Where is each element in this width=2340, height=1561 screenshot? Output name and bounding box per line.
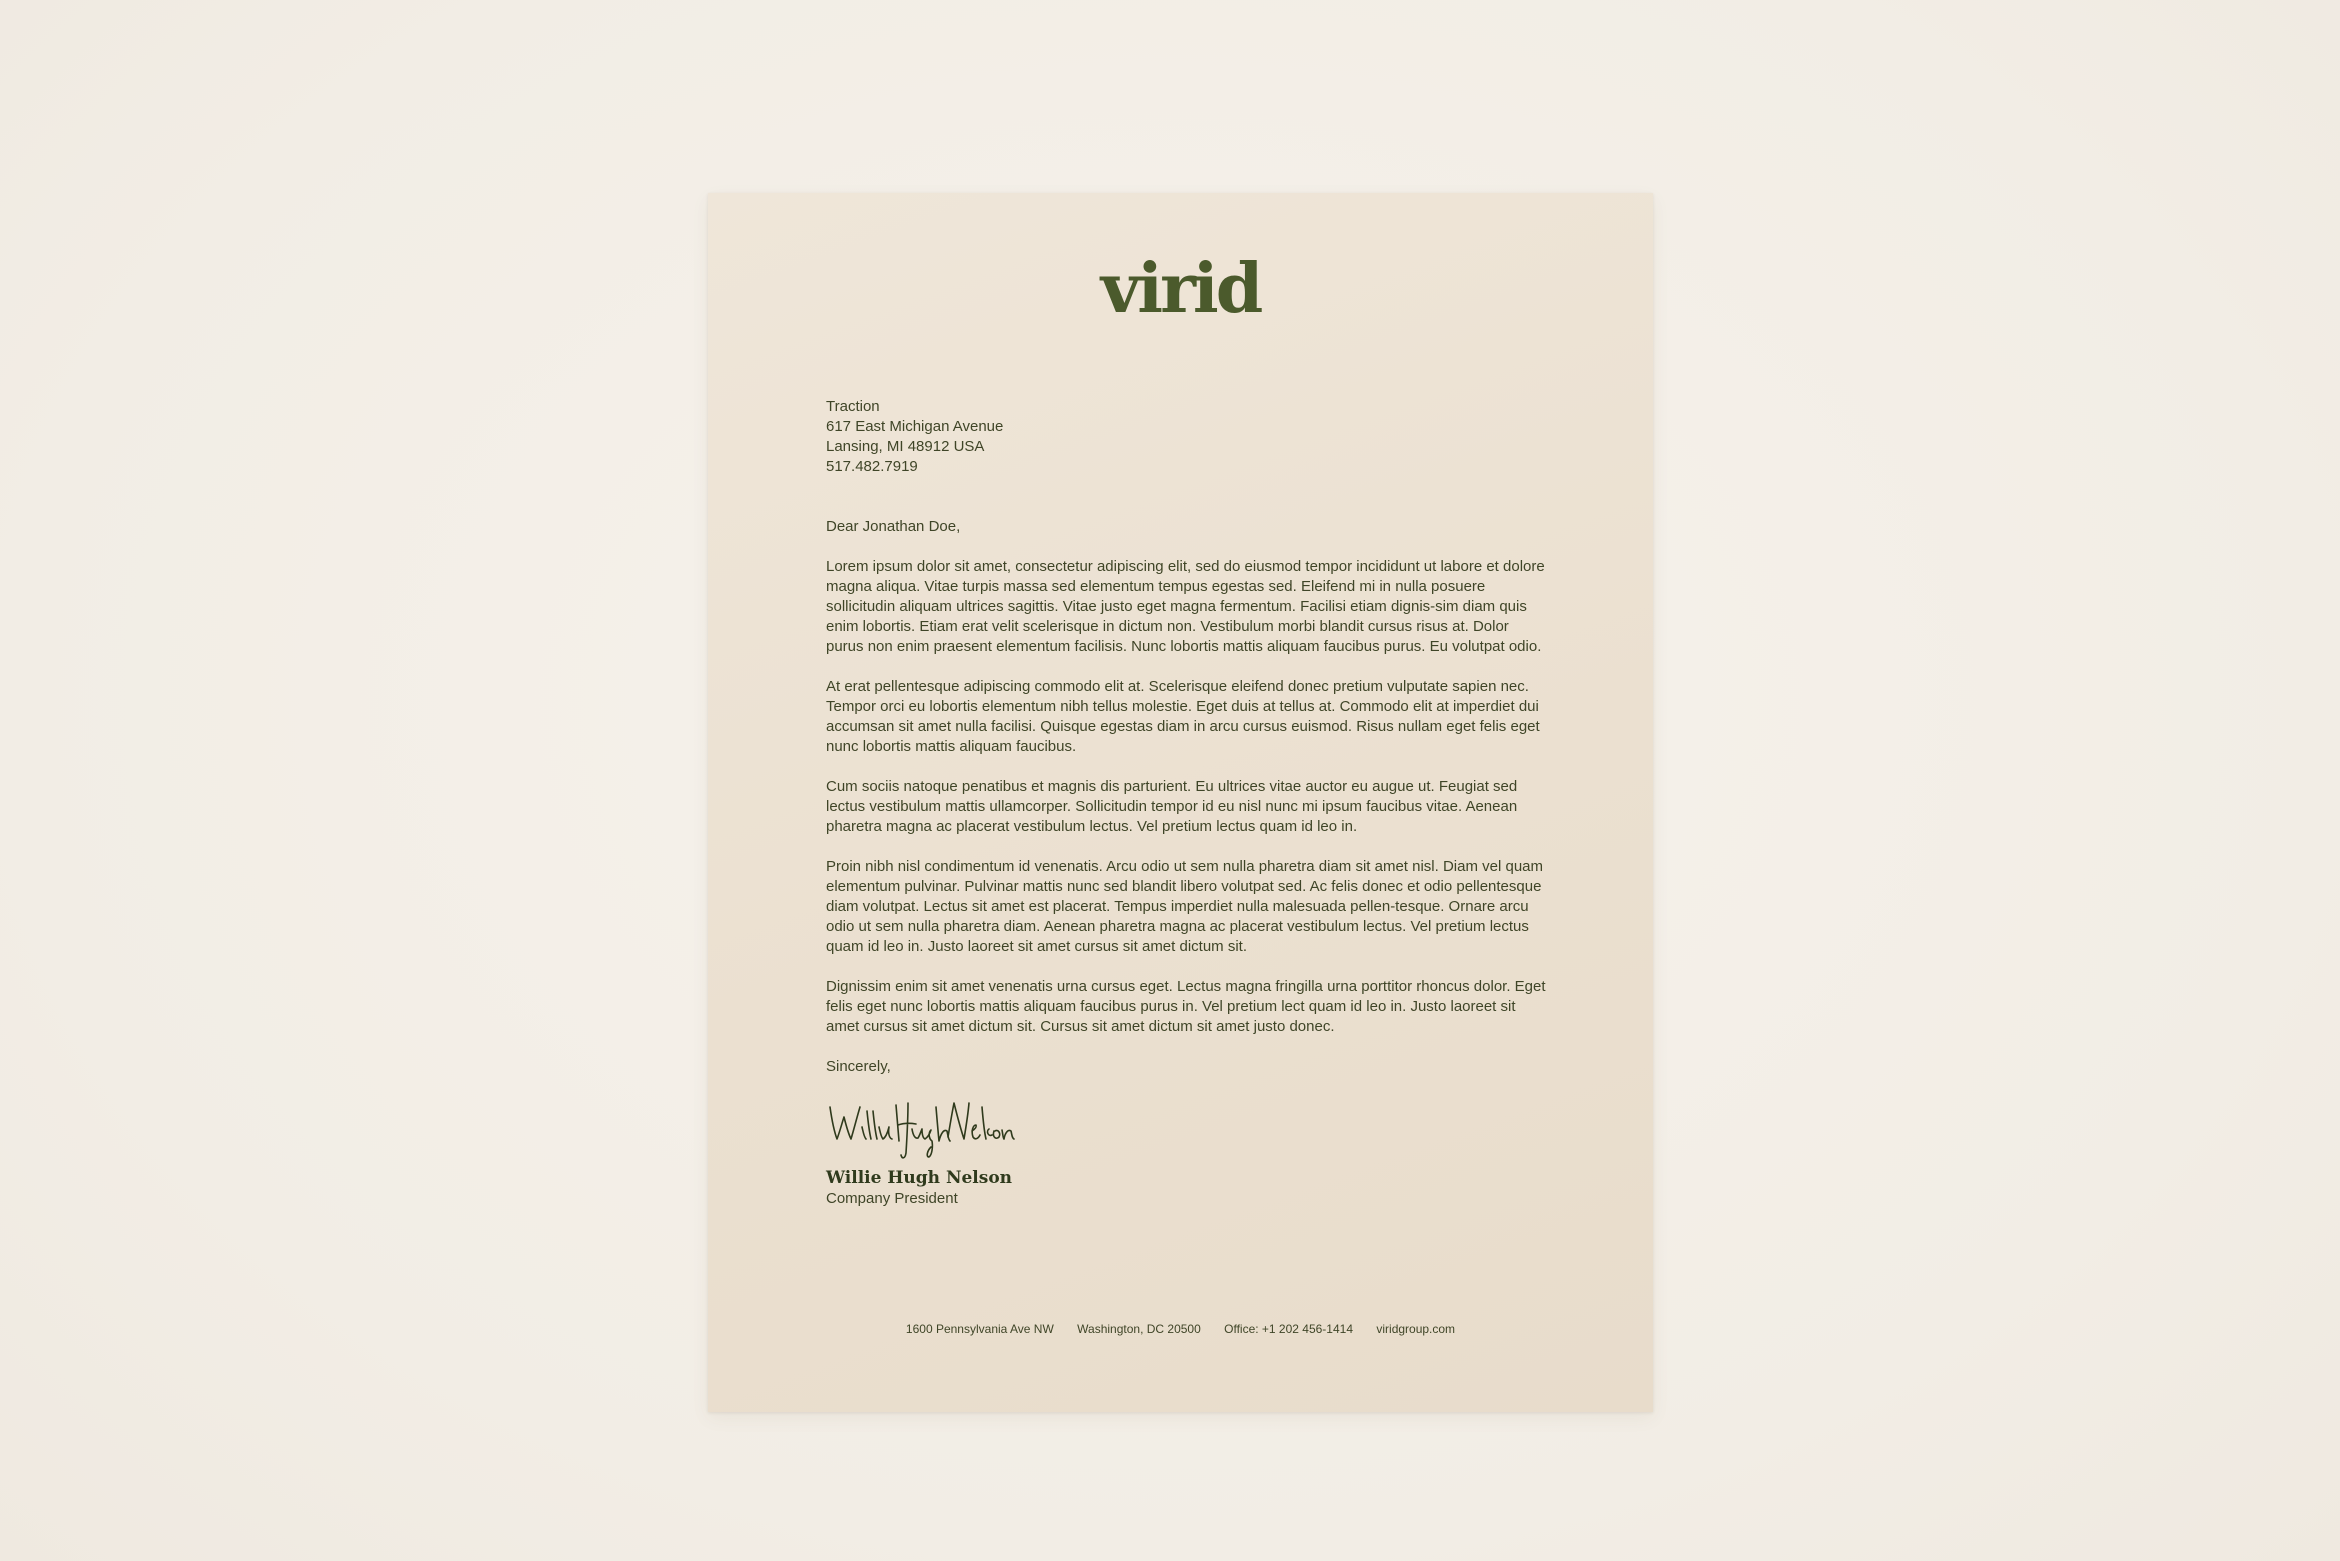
recipient-address [826, 397, 1546, 477]
paragraph-1: Lorem ipsum dolor sit amet, consectetur adipiscing elit, sed do eiusmod tempor incididunt ut labore et dolore magna aliqua. Vitae turpis massa sed elementum tempus egestas sed. Eleifend mi in nulla posuere sollicitudin aliquam ultrices sagittis. Vitae justo eget magna fermentum. Facilisi etiam dignis-sim diam quis enim lobortis. Etiam erat velit scelerisque in dictum non. Vestibulum morbi blandit cursus risus at. Dolor purus non enim praesent elementum facilisis. Nunc lobortis mattis aliquam faucibus purus. Eu volutpat odio. [826, 558, 1545, 655]
salutation: Dear Jonathan Doe, [826, 518, 961, 535]
brand-logo: virid [1100, 249, 1261, 329]
footer-website: viridgroup.com [1376, 1322, 1456, 1336]
paragraph-5: Dignissim enim sit amet venenatis urna cursus eget. Lectus magna fringilla urna porttitor rhoncus dolor. Eget felis eget nunc lobortis mattis aliquam faucibus purus in. Vel pretium lect quam id leo in. Justo laoreet sit amet cursus sit amet dictum sit. Cursus sit amet dictum sit amet justo donec. [826, 978, 1546, 1035]
letter-footer [708, 1322, 1653, 1336]
recipient-phone: 517.482.7919 [826, 458, 918, 475]
footer-street: 1600 Pennsylvania Ave NW [905, 1322, 1054, 1336]
footer-office-phone: Office: +1 202 456-1414 [1224, 1322, 1354, 1336]
footer-city: Washington, DC 20500 [1077, 1322, 1201, 1336]
paragraph-4: Proin nibh nisl condimentum id venenatis. Arcu odio ut sem nulla pharetra diam sit amet nisl. Diam vel quam elementum pulvinar. Pulvinar mattis nunc sed blandit libero volutpat sed. Ac felis donec et odio pellentesque diam volutpat. Lectus sit amet est placerat. Tempus imperdiet nulla malesuada pellen-tesque. Ornare arcu odio ut sem nulla pharetra diam. Aenean pharetra magna ac placerat vestibulum lectus. Vel pretium lectus quam id leo in. Justo laoreet sit amet cursus sit amet dictum sit. [826, 858, 1544, 955]
paragraph-3: Cum sociis natoque penatibus et magnis dis parturient. Eu ultrices vitae auctor eu augue ut. Feugiat sed lectus vestibulum mattis ullamcorper. Sollicitudin tempor id eu nisl nunc mi ipsum faucibus vitae. Aenean pharetra magna ac placerat vestibulum lectus. Vel pretium lectus quam id leo in. [826, 778, 1518, 835]
recipient-city: Lansing, MI 48912 USA [826, 438, 985, 455]
handwritten-signature [826, 1097, 1016, 1161]
recipient-street: 617 East Michigan Avenue [826, 418, 1004, 435]
signer-name: Willie Hugh Nelson [826, 1168, 1013, 1188]
signer-title: Company President [826, 1190, 958, 1207]
recipient-company: Traction [826, 398, 880, 415]
paragraph-2: At erat pellentesque adipiscing commodo elit at. Scelerisque eleifend donec pretium vulputate sapien nec. Tempor orci eu lobortis elementum nibh tellus molestie. Eget duis at tellus at. Commodo elit at imperdiet dui accumsan sit amet nulla facilisi. Quisque egestas diam in arcu cursus euismod. Risus nullam eget felis eget nunc lobortis mattis aliquam faucibus. [826, 678, 1540, 755]
letter-body [826, 397, 1546, 1209]
closing: Sincerely, [826, 1058, 891, 1075]
